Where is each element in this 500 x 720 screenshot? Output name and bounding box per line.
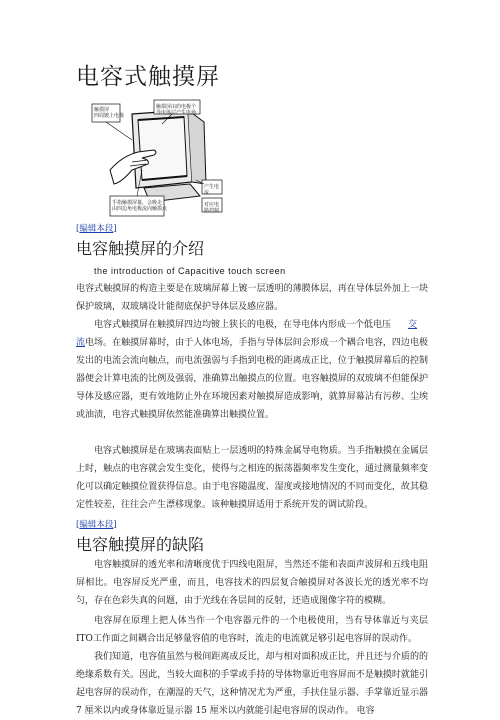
paragraph-text: 电场。在触摸屏幕时，由于人体电场，手指与导体层间会形成一个耦合电容，四边电极发出的电流会流向触点，而电流强弱与手指到电极的距离成正比，位于触摸屏幕后的控制器便会计算电流的比例及强弱，准确算出触摸点的位置。电容触摸屏的双玻璃不但能保护导体及感应器，更有效地防止外在环境因素对触摸屏造成影响，就算屏幕沾有污秽、尘埃或油渍，电容式触摸屏依然能准确算出触摸位置。 [76, 338, 428, 420]
edit-section-link-2[interactable]: [编辑本段] [76, 520, 117, 530]
figure-label-right-b: 对应电路控制 [204, 202, 220, 214]
figure-label-top-left: 触摸屏四周镀上电极 [94, 107, 125, 119]
paragraph: 电容式触摸屏的构造主要是在玻璃屏幕上镀一层透明的薄膜体层，再在导体层外加上一块保护玻璃，双玻璃设计能彻底保护导体层及感应器。 [76, 284, 428, 312]
paragraph: 电容式触摸屏是在玻璃表面贴上一层透明的特殊金属导电物质。当手指触摸在金属层上时，触点的电容就会发生变化，使得与之相连的振荡器频率发生变化，通过测量频率变化可以确定触摸位置获得信息。由于电容随温度、湿度或接地情况的不同而变化，故其稳定性较差，往往会产生漂移现象。该种触摸屏适用于系统开发的调试阶段。 [76, 446, 428, 510]
figure-label-bottom: 手指触摸屏幕，会吸走由四边角电极流向触摸点 [112, 200, 168, 212]
figure-label-top-right: 触摸屏由的电极个导电体层产生电场 [156, 104, 197, 116]
figure-label-right-a: 产生电流 [204, 184, 220, 196]
link-jiaoliu-part1[interactable]: 交 [408, 320, 418, 330]
paragraph [76, 334, 428, 424]
edit-link[interactable]: 编辑本段 [79, 520, 114, 530]
paragraph: 我们知道，电容值虽然与极间距离成反比，却与相对面积成正比，并且还与介质的的绝缘系数有关。因此，当较大面积的手掌或手持的导体物靠近电容屏而不是触摸时就能引起电容屏的误动作，在潮湿的天气，这种情况尤为严重，手扶住显示器、手掌靠近显示器 7 厘米以内或身体靠近显示器 15 厘米以内就能引起电容屏的误动作。 电容 [76, 652, 428, 716]
paragraph: 电容触摸屏的透光率和清晰度优于四线电阻屏，当然还不能和表面声波屏和五线电阻屏相比。电容屏反光严重，而且，电容技术的四层复合触摸屏对各波长光的透光率不均匀，存在色彩失真的问题，由于光线在各层间的反射，还造成图像字符的模糊。 [76, 560, 428, 606]
link-jiaoliu[interactable]: 流 [76, 338, 86, 348]
touchscreen-diagram [92, 100, 222, 220]
edit-link[interactable]: 编辑本段 [79, 224, 114, 234]
page-title: 电容式触摸屏 [76, 64, 220, 90]
paragraph: 电容式触摸屏在触摸屏四边均镀上狭长的电极，在导电体内形成一个低电压 [94, 320, 392, 330]
monitor-hand-illustration [92, 100, 222, 220]
edit-section-link-1[interactable]: [编辑本段] [76, 224, 117, 234]
section-heading-introduction: 电容触摸屏的介绍 [76, 239, 205, 258]
section-heading-defects: 电容触摸屏的缺陷 [76, 535, 205, 554]
paragraph: 电容屏在原理上把人体当作一个电容器元件的一个电极使用，当有导体靠近与夹层ITO工作面之间耦合出足够量容值的电容时，流走的电流就足够引起电容屏的误动作。 [76, 616, 428, 644]
section-subtitle-english: the introduction of Capacitive touch screen [94, 266, 286, 276]
